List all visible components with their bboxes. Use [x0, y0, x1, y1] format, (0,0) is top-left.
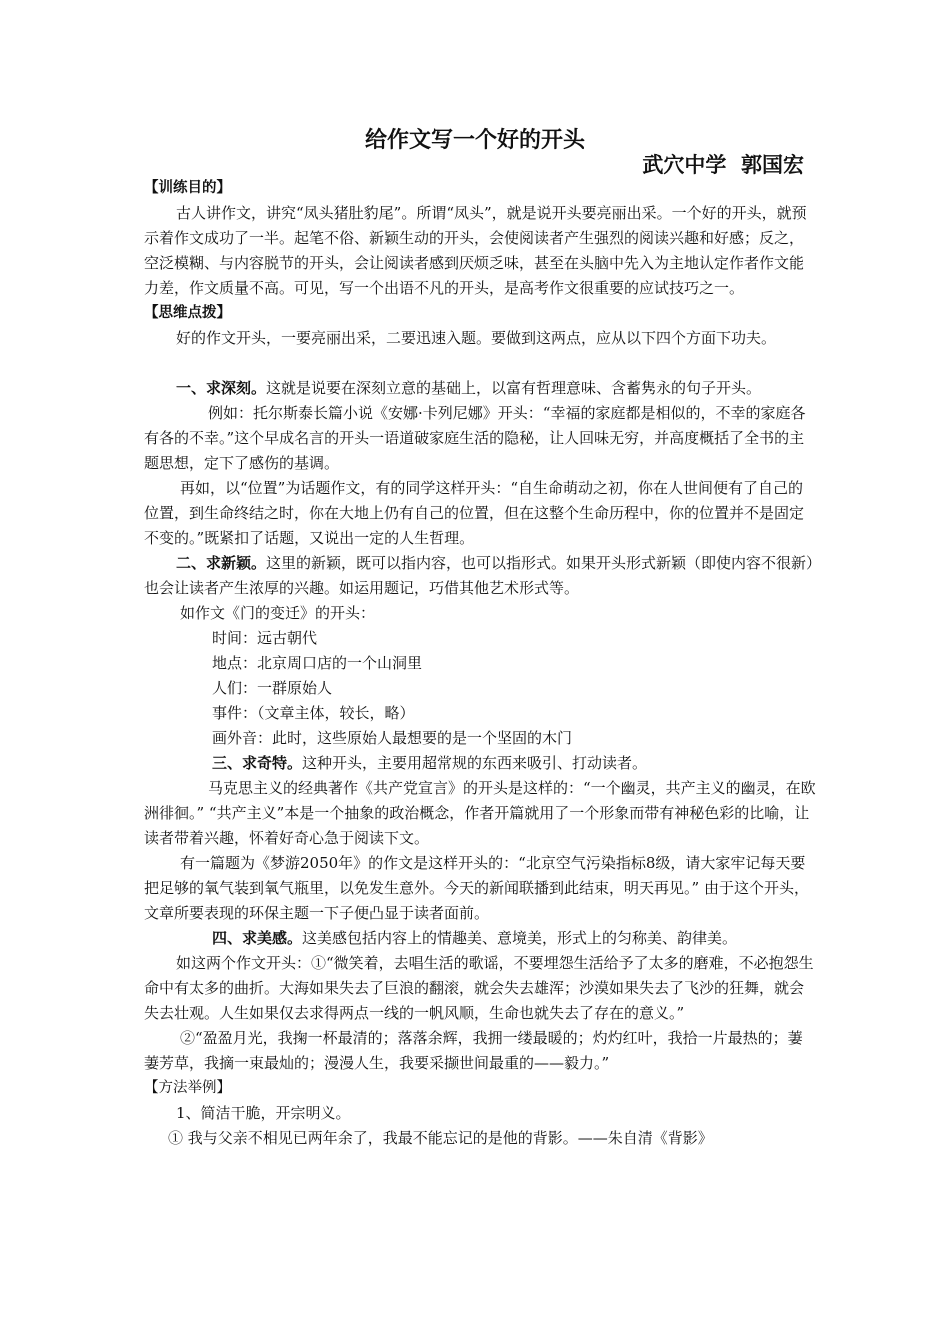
point-2-line: 画外音：此时，这些原始人最想要的是一个坚固的木门: [212, 729, 573, 747]
point-4-paragraph: [144, 926, 816, 951]
point-4-text: 这美感包括内容上的情趣美、意境美，形式上的匀称美、韵律美。: [302, 929, 738, 947]
point-1-example-2: 再如，以“位置”为话题作文，有的同学这样开头：“自生命萌动之初，你在人世间便有了自己的位置，到生命终结之时，你在大地上仍有自己的位置，但在这整个生命历程中，你的位置并不是固定不变的。”既紧扣了话题，又说出一定的人生哲理。: [144, 479, 805, 547]
point-3-paragraph: [144, 751, 816, 776]
point-1-paragraph: [144, 376, 816, 401]
method-item-1: 1、简洁干脆，开宗明义。: [176, 1104, 351, 1122]
point-2-intro: 如作文《门的变迁》的开头：: [180, 604, 376, 622]
point-1-lead: 一、求深刻。: [176, 379, 267, 397]
point-3-example-1: 马克思主义的经典著作《共产党宣言》的开头是这样的：“一个幽灵，共产主义的幽灵，在欧洲徘徊。” “共产主义”本是一个抽象的政治概念，作者开篇就用了一个形象而带有神秘色彩的比喻，让读者带着兴趣，怀着好奇心急于阅读下文。: [144, 779, 816, 847]
point-2-line: 人们：一群原始人: [212, 679, 333, 697]
point-4-example-1: 如这两个作文开头：①“微笑着，去唱生活的歌谣，不要埋怨生活给予了太多的磨难，不必抱怨生命中有太多的曲折。大海如果失去了巨浪的翻滚，就会失去雄浑；沙漠如果失去了飞沙的狂舞，就会失去壮观。人生如果仅去求得两点一线的一帆风顺，生命也就失去了存在的意义。”: [144, 954, 814, 1022]
point-2-line: 事件：（文章主体，较长，略）: [212, 704, 415, 722]
thinking-heading: 【思维点拨】: [144, 305, 231, 321]
page-title: 给作文写一个好的开头: [364, 128, 585, 153]
method-heading: 【方法举例】: [144, 1080, 231, 1096]
purpose-paragraph: 古人讲作文，讲究“凤头猪肚豹尾”。所谓“凤头”，就是说开头要亮丽出采。一个好的开头，就预示着作文成功了一半。起笔不俗、新颖生动的开头，会使阅读者产生强烈的阅读兴趣和好感；反之，空泛模糊、与内容脱节的开头，会让阅读者感到厌烦乏味，甚至在头脑中先入为主地认定作者作文能力差，作文质量不高。可见，写一个出语不凡的开头，是高考作文很重要的应试技巧之一。: [144, 204, 807, 297]
point-3-text: 这种开头，主要用超常规的东西来吸引、打动读者。: [302, 754, 648, 772]
point-1-text: 这就是说要在深刻立意的基础上，以富有哲理意味、含蓄隽永的句子开头。: [266, 379, 762, 397]
point-3-example-2: 有一篇题为《梦游2050年》的作文是这样开头的：“北京空气污染指标8级，请大家牢记每天要把足够的氧气装到氧气瓶里，以免发生意外。今天的新闻联播到此结束，明天再见。” 由于这个开头，文章所要表现的环保主题一下子便凸显于读者面前。: [144, 854, 809, 922]
point-1-example-1: 例如：托尔斯泰长篇小说《安娜·卡列尼娜》开头：“幸福的家庭都是相似的，不幸的家庭各有各的不幸。”这个早成名言的开头一语道破家庭生活的隐秘，让人回味无穷，并高度概括了全书的主题思想，定下了感伤的基调。: [144, 404, 806, 472]
point-3-lead: 三、求奇特。: [212, 754, 303, 772]
point-4-lead: 四、求美感。: [212, 929, 303, 947]
document-body: [144, 176, 816, 1151]
method-example-1: ① 我与父亲不相见已两年余了，我最不能忘记的是他的背影。——朱自清《背影》: [168, 1129, 713, 1147]
point-2-paragraph: [144, 551, 816, 601]
author-line: 武穴中学 郭国宏: [642, 153, 804, 177]
point-2-lead: 二、求新颖。: [176, 554, 267, 572]
point-4-example-2: ②“盈盈月光，我掬一杯最清的；落落余辉，我拥一缕最暖的；灼灼红叶，我拾一片最热的；萋萋芳草，我摘一束最灿的；漫漫人生，我要采撷世间最重的——毅力。”: [144, 1029, 803, 1072]
point-2-line: 时间：远古朝代: [212, 629, 318, 647]
point-2-line: 地点：北京周口店的一个山洞里: [212, 654, 423, 672]
purpose-heading: 【训练目的】: [144, 180, 231, 196]
thinking-paragraph: 好的作文开头，一要亮丽出采，二要迅速入题。要做到这两点，应从以下四个方面下功夫。: [176, 329, 777, 347]
spacer: [144, 351, 816, 376]
point-2-text: 这里的新颖，既可以指内容，也可以指形式。如果开头形式新颖（即使内容不很新）也会让读者产生浓厚的兴趣。如运用题记，巧借其他艺术形式等。: [144, 554, 814, 597]
